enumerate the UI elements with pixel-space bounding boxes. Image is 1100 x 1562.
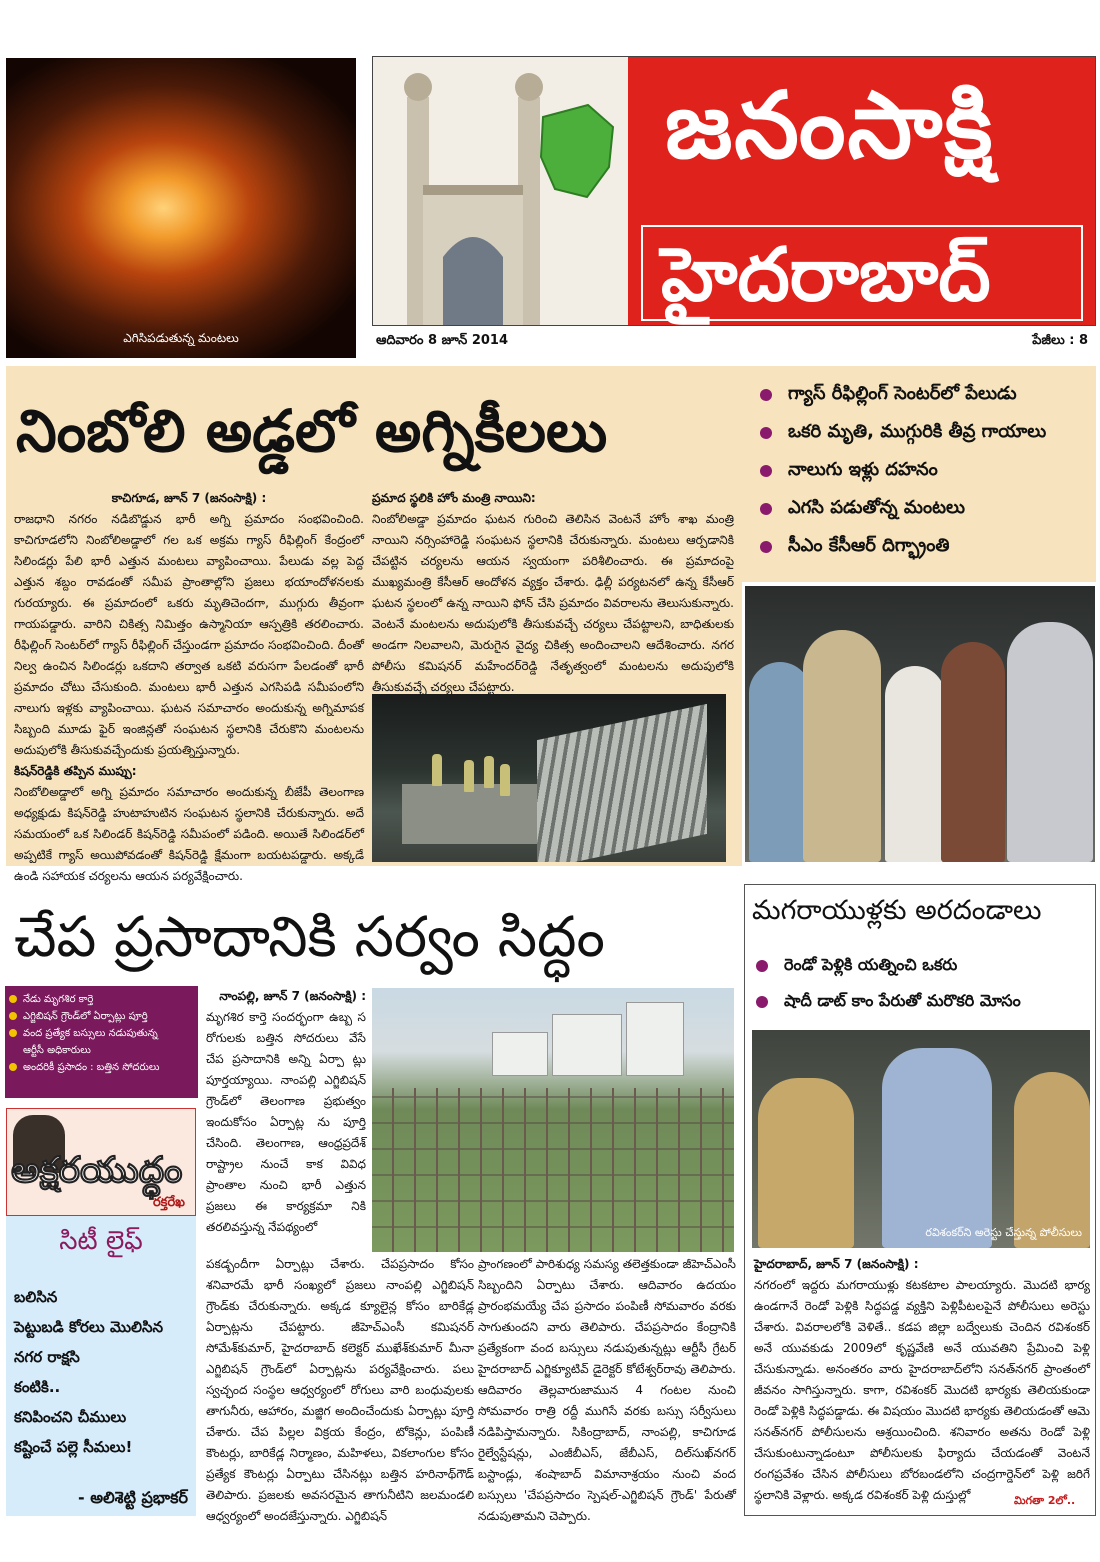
story2-paragraph: పకడ్బందీగా ఏర్పాట్లు చేశారు. చేపప్రసాదం కోసం శనివారమే భారీ సంఖ్యలో ప్రజలు నాంపల్లి ఎగ్జిబిషన్ గ్రౌండ్‌కు చేరుకున్నారు. అక్కడ క్యూలైన్ల కోసం బారికేడ్ల ఏర్పాట్లను చేపట్టారు. జీహెచ్‌ఎంసీ కమిషనర్ సోమేశ్‌కుమార్, హైదరాబాద్ కలెక్టర్ ముఖేశ్‌కుమార్ మీనా ఎగ్జిబిషన్ గ్రౌండ్‌లో ఏర్పాట్లను పర్యవేక్షించారు. పలు స్వచ్ఛంద సంస్థల ఆధ్వర్యంలో రోగులు వారి బంధువులకు తాగునీరు, ఆహారం, మజ్జిగ అందించేందుకు ఏర్పాట్లు పూర్తి చేశారు. చేప పిల్లల విక్రయ కేంద్రం, టోకెన్లు, పంపిణీ కౌంటర్లు, బారికేడ్ల నిర్మాణం, మహిళలు, వికలాంగుల కోసం ప్రత్యేక కౌంటర్లు ఏర్పాటు చేసినట్లు బత్తిన హరినాథ్‌గౌడ్ తెలిపారు. ప్రజలకు అవసరమైన తాగునీటిని జలమండలి ఆధ్వర్యంలో అందజేస్తున్నారు. ఎగ్జిబిషన్ xyxy=(206,1257,474,1523)
fire-photo xyxy=(6,58,356,358)
person-figure xyxy=(803,630,881,862)
issue-date: ఆదివారం 8 జూన్ 2014 xyxy=(376,333,509,348)
story3-column xyxy=(754,1254,1090,1506)
poem-line: పెట్టుబడి కోరలు మొలిసిన xyxy=(14,1318,164,1336)
bullet-dot-icon xyxy=(9,1029,17,1037)
poem-column xyxy=(6,1216,196,1516)
person-figure xyxy=(749,662,811,862)
story2-dateline: నాంపల్లి, జూన్ 7 (జనంసాక్షి) : xyxy=(219,989,366,1003)
building-shape xyxy=(626,1002,684,1076)
story3-dateline: హైదరాబాద్, జూన్ 7 (జనంసాక్షి) : xyxy=(754,1257,919,1271)
story2-headline: చేప ప్రసాదానికి సర్వం సిద్ధం xyxy=(14,905,605,970)
page-count: పేజీలు : 8 xyxy=(1032,333,1088,348)
bullet-item: నాలుగు ఇళ్లు దహనం xyxy=(760,452,1046,490)
poem-line: కష్టించే పల్లె సీమలు! xyxy=(14,1438,133,1456)
firefighters-photo xyxy=(372,694,726,862)
poem-line: నగర రాక్షసి xyxy=(14,1348,80,1366)
exhibition-ground-photo xyxy=(372,988,734,1252)
story2-paragraph: ప్రాంగణంలో పారిశుధ్య సమస్య తలెత్తకుండా జీహెచ్‌ఎంసీ సిబ్బందిని ఏర్పాటు చేశారు. ఆదివారం ఉదయం ప్రారంభమయ్యే చేప ప్రసాదం పంపిణీ సోమవారం వరకు సాగుతుందని వారు తెలిపారు. చేపప్రసాదం కేంద్రానికి ప్రత్యేకంగా వంద బస్సులు నడుపుతున్నట్లు ఆర్టీసీ గ్రేటర్ హైదరాబాద్ ఎగ్జిక్యూటివ్ డైరెక్టర్ కోటేశ్వర్‌రావు తెలిపారు. ఆదివారం తెల్లవారుజామున 4 గంటల నుంచి సోమవారం రాత్రి రద్దీ ముగిసే వరకు బస్సు సర్వీసులు నడిపిస్తామన్నారు. సికింద్రాబాద్, నాంపల్లి, కాచిగూడ రైల్వేస్టేషన్లు, ఎంజీబీఎస్, జేబీఎస్, దిల్‌సుఖ్‌నగర్ బస్టాండ్లు, శంషాబాద్ విమానాశ్రయం నుంచి వంద బస్సులు 'చేపప్రసాదం స్పెషల్-ఎగ్జిబిషన్ గ్రౌండ్' పేరుతో నడుపుతామని చెప్పారు. xyxy=(478,1257,736,1523)
collapsed-roof xyxy=(537,704,707,862)
poem-line: కనిపించని చీములు xyxy=(14,1408,127,1426)
highlight-item: వంద ప్రత్యేక బస్సులు నడుపుతున్న xyxy=(9,1025,194,1042)
highlight-item: ఆర్టీసీ అధికారులు xyxy=(23,1045,91,1056)
person-figure xyxy=(882,1048,992,1248)
police-officials-photo xyxy=(745,586,1095,862)
fire-photo-caption: ఎగిసిపడుతున్న మంటలు xyxy=(123,331,239,345)
story1-headline: నింబోలి అడ్డలో అగ్నికీలలు xyxy=(16,397,608,465)
story2-paragraph: మృగశిర కార్తె సందర్భంగా ఉబ్బ స రోగులకు బత్తిన సోదరులు వేసే చేప ప్రసాదానికి అన్ని ఏర్పా ట్లు పూర్తయ్యాయి. నాంపల్లి ఎగ్జిబిషన్ గ్రౌండ్‌లో తెలంగాణ ప్రభుత్వం ఇందుకోసం ఏర్పాట్ల ను పూర్తి చేసింది. తెలంగాణ, ఆంధ్రప్రదేశ్ రాష్ట్రాల నుంచే కాక వివిధ ప్రాంతాల నుంచి భారీ ఎత్తున ప్రజలు ఈ కార్యక్రమా నికి తరలివస్తున్న నేపథ్యంలో xyxy=(206,1010,366,1234)
person-figure xyxy=(758,1078,854,1248)
story1-subhead: ప్రమాద స్థలికి హోం మంత్రి నాయిని: xyxy=(372,491,536,505)
masthead xyxy=(372,56,1096,326)
story2-column-3 xyxy=(478,1254,736,1527)
story2-column-1 xyxy=(206,986,366,1238)
barricade-grid xyxy=(372,1088,734,1252)
story1-bullets xyxy=(760,376,1046,566)
person-figure xyxy=(1014,1072,1090,1248)
bullet-dot-icon xyxy=(9,1063,17,1071)
bullet-item: సీఎం కేసీఆర్ దిగ్భ్రాంతి xyxy=(760,528,1046,566)
highlight-item: ఎగ్జిబిషన్ గ్రౌండ్‌లో ఏర్పాట్లు పూర్తి xyxy=(9,1008,194,1025)
column-brand-tag: రక్తరేఖ xyxy=(152,1195,185,1210)
story3-headline: మగరాయుళ్లకు అరదండాలు xyxy=(752,895,1042,926)
poem-author: - అలిశెట్టి ప్రభాకర్ xyxy=(78,1488,188,1507)
poem-line: కంటికి.. xyxy=(14,1378,61,1396)
bullet-dot-icon xyxy=(760,427,772,439)
bullet-dot-icon xyxy=(760,465,772,477)
person-figure xyxy=(885,666,945,862)
building-shape xyxy=(492,1032,548,1076)
charminar-logo xyxy=(373,57,628,326)
bullet-item: రెండో పెళ్లికి యత్నించి ఒకరు xyxy=(756,948,1021,984)
story1-column-2 xyxy=(372,488,734,698)
bullet-dot-icon xyxy=(760,389,772,401)
story2-column-2 xyxy=(206,1254,474,1527)
bullet-dot-icon xyxy=(9,995,17,1003)
person-figure xyxy=(1007,622,1093,862)
bullet-item: షాదీ డాట్ కాం పేరుతో మరొకరి మోసం xyxy=(756,984,1021,1020)
firefighter-figure xyxy=(432,754,442,786)
bullet-dot-icon xyxy=(760,541,772,553)
bullet-dot-icon xyxy=(756,960,768,972)
masthead-title: జనంసాక్షి xyxy=(665,72,995,179)
bullet-dot-icon xyxy=(760,503,772,515)
highlight-item: అందరికీ ప్రసాదం : బత్తిన సోదరులు xyxy=(9,1059,194,1076)
story3-paragraph: నగరంలో ఇద్దరు మగరాయుళ్లు కటకటాల పాలయ్యారు. మొదటి భార్య ఉండగానే రెండో పెళ్లికి సిద్ధపడ్డ వ్యక్తిని పెళ్లిపీటలపైనే పోలీసులు అరెస్టు చేశారు. వివరాలలోకి వెళితే.. కడప జిల్లా బద్వేలుకు చెందిన రవిశంకర్ అనే యువకుడు 2009లో కృష్ణవేణి అనే యువతిని ప్రేమించి పెళ్లి చేసుకున్నాడు. అనంతరం వారు హైదరాబాద్‌లోని సనత్‌నగర్ ప్రాంతంలో జీవనం సాగిస్తున్నారు. కాగా, రవిశంకర్ మొదటి భార్యకు తెలియకుండా రెండో పెళ్లికి సిద్ధపడ్డాడు. ఈ విషయం మొదటి భార్యకు తెలియడంతో ఆమె సనత్‌నగర్ పోలీసులను ఆశ్రయించింది. శనివారం అతను రెండో పెళ్లి చేసుకుంటున్నాడంటూ పోలీసులకు ఫిర్యాదు చేయడంతో వెంటనే రంగప్రవేశం చేసిన పోలీసులు బోరబండలోని చంద్రగార్డెన్‌లో పెళ్లి జరిగే స్థలానికి వెళ్లారు. అక్కడ రవిశంకర్ పెళ్లి దుస్తుల్లో xyxy=(754,1278,1090,1502)
arrest-photo-caption: రవిశంకర్‌ని అరెస్టు చేస్తున్న పోలీసులు xyxy=(925,1226,1082,1239)
person-figure xyxy=(941,642,1005,862)
bullet-dot-icon xyxy=(756,996,768,1008)
bullet-item: ఒకరి మృతి, ముగ్గురికి తీవ్ర గాయాలు xyxy=(760,414,1046,452)
column-brand-title: అక్షరయుద్ధం xyxy=(11,1150,183,1191)
bullet-item: ఎగసి పడుతోన్న మంటలు xyxy=(760,490,1046,528)
story1-subhead: కిషన్‌రెడ్డికి తప్పిన ముప్పు: xyxy=(14,764,137,778)
story1-paragraph: నింబోలిఅడ్డాలో అగ్ని ప్రమాదం సమాచారం అందుకున్న బీజేపీ తెలంగాణ అధ్యక్షుడు కిషన్‌రెడ్డి హుటాహుటిన సంఘటన స్థలానికి చేరుకున్నారు. అదే సమయంలో ఒక సిలిండర్ కిషన్‌రెడ్డి సమీపంలో పడింది. అయితే సిలిండర్‌లో అప్పటికే గ్యాస్ అయిపోవడంతో కిషన్‌రెడ్డి క్షేమంగా బయటపడ్డారు. అక్కడే ఉండి సహాయక చర్యలను ఆయన పర్యవేక్షించారు. xyxy=(14,785,364,883)
firefighter-figure xyxy=(464,760,474,792)
masthead-subtitle: హైదరాబాద్ xyxy=(661,232,991,318)
story1-dateline: కాచిగూడ, జూన్ 7 (జనంసాక్షి) : xyxy=(111,491,267,505)
poem-line: బలిసిన xyxy=(14,1288,58,1306)
bullet-item: గ్యాస్ రీఫిల్లింగ్ సెంటర్‌లో పేలుడు xyxy=(760,376,1046,414)
arrest-photo xyxy=(752,1030,1090,1248)
story3-bullets xyxy=(756,948,1021,1020)
firefighter-figure xyxy=(500,764,510,796)
story1-column-1 xyxy=(14,488,364,887)
firefighter-figure xyxy=(484,756,494,788)
bullet-dot-icon xyxy=(9,1012,17,1020)
story1-paragraph: రాజధాని నగరం నడిబొడ్డున భారీ అగ్ని ప్రమాదం సంభవించింది. కాచిగూడలోని నింబోలిఅడ్డాలో గల ఒక అక్రమ గ్యాస్ రీఫిల్లింగ్ కేంద్రంలో సిలిండర్లు పేలి భారీ ఎత్తున మంటలు వ్యాపించాయి. పేలుడు వల్ల పెద్ద ఎత్తున శబ్దం రావడంతో సమీప ప్రాంతాల్లోని ప్రజలు భయాందోళనలకు గురయ్యారు. ఈ ప్రమాదంలో ఒకరు మృతిచెందగా, ముగ్గురు తీవ్రంగా గాయపడ్డారు. వారిని చికిత్స నిమిత్తం ఉస్మానియా ఆస్పత్రికి తరలించారు. రీఫిల్లింగ్ సెంటర్‌లో గ్యాస్ రీఫిల్లింగ్ చేస్తుండగా ప్రమాదం సంభవించింది. దీంతో నిల్వ ఉంచిన సిలిండర్లు ఒకదాని తర్వాత ఒకటి వరుసగా పేలడంతో భారీ ప్రమాదం చోటు చేసుకుంది. మంటలు భారీ ఎత్తున ఎగసిపడి సమీపంలోని నాలుగు ఇళ్లకు వ్యాపించాయి. ఘటన సమాచారం అందుకున్న అగ్నిమాపక సిబ్బంది మూడు ఫైర్ ఇంజిన్లతో సంఘటన స్థలానికి చేరుకొని మంటలను అదుపులోకి తీసుకువచ్చేందుకు ప్రయత్నిస్తున్నారు. xyxy=(14,512,364,757)
highlight-item: నేడు మృగశిర కార్తె xyxy=(9,991,194,1008)
column-brand xyxy=(6,1108,196,1216)
continued-label: మిగతా 2లో.. xyxy=(1014,1494,1076,1507)
poem-title: సిటీ లైఫ్ xyxy=(59,1226,143,1256)
photo-wall xyxy=(402,784,552,844)
story2-highlights xyxy=(5,986,198,1098)
building-shape xyxy=(552,1014,622,1076)
story1-paragraph: నింబోలిఅడ్డా ప్రమాదం ఘటన గురించి తెలిసిన వెంటనే హోం శాఖ మంత్రి నాయిని నర్సింహారెడ్డి సంఘటన స్థలానికి చేరుకున్నారు. మంటలు ఆర్పడానికి చేపట్టిన చర్యలను ఆయన స్వయంగా పరిశీలించారు. ఈ ప్రమాదంపై ముఖ్యమంత్రి కేసీఆర్ ఆందోళన వ్యక్తం చేశారు. ఢిల్లీ పర్యటనలో ఉన్న కేసీఆర్ ఘటన స్థలంలో ఉన్న నాయిని ఫోన్ చేసి ప్రమాదం వివరాలను తెలుసుకున్నారు. వెంటనే మంటలను అదుపులోకి తీసుకువచ్చే చర్యలు చేపట్టాలని, బాధితులకు అండగా నిలవాలని, మెరుగైన వైద్య చికిత్స అందించాలని ఆదేశించారు. నగర పోలీసు కమిషనర్ మహేందర్‌రెడ్డి నేతృత్వంలో మంటలను అదుపులోకి తీసుకువచ్చే చర్యలు చేపట్టారు. xyxy=(372,512,734,694)
